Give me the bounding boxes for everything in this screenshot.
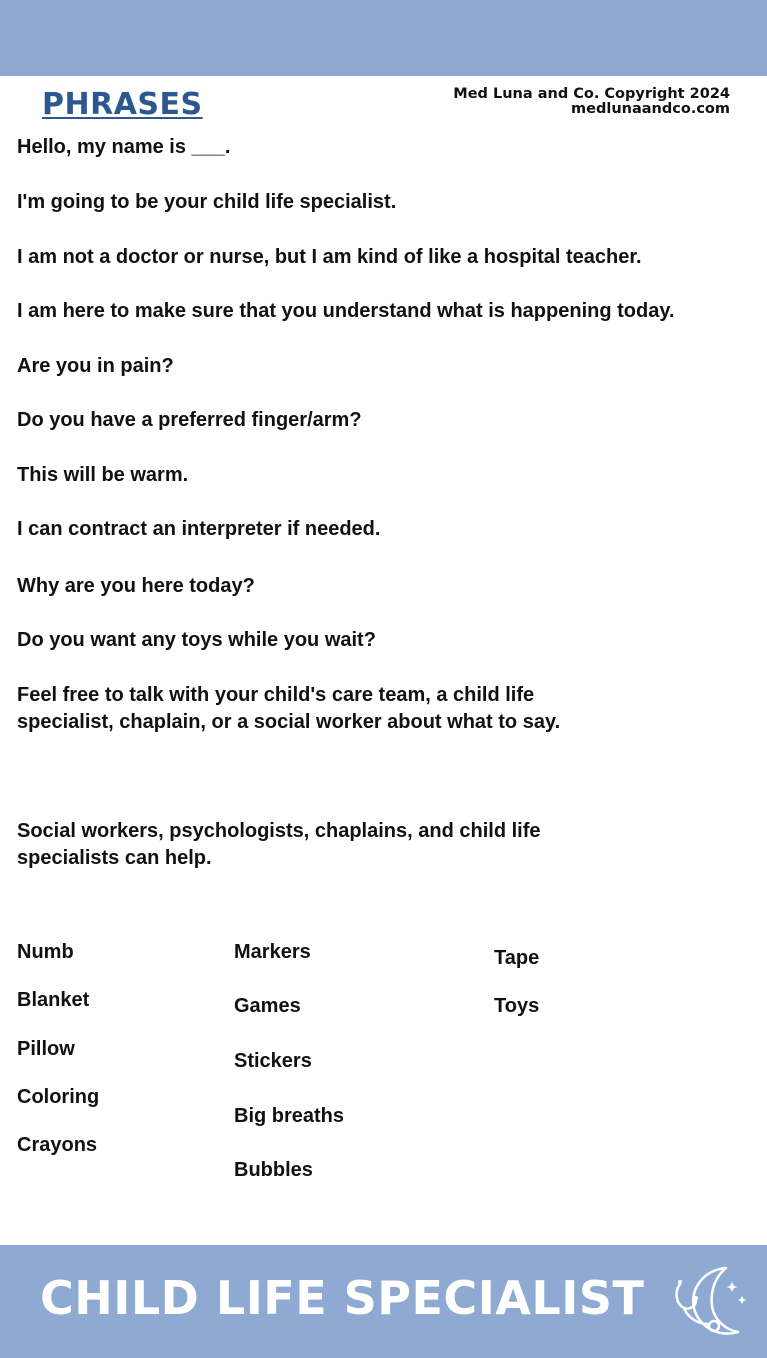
- word-item: Markers: [234, 941, 311, 963]
- word-item: Crayons: [17, 1134, 98, 1156]
- phrase-role: I am not a doctor or nurse, but I am kind of like a hospital teacher.: [17, 246, 642, 268]
- top-banner: [0, 0, 767, 76]
- word-item: Games: [234, 995, 301, 1017]
- word-item: Bubbles: [234, 1159, 313, 1181]
- copyright-text: Med Luna and Co. Copyright 2024: [453, 86, 730, 102]
- phrase-pain: Are you in pain?: [17, 355, 174, 377]
- word-item: Numb: [17, 941, 74, 963]
- phrase-preferred-arm: Do you have a preferred finger/arm?: [17, 409, 362, 431]
- phrase-care-team-line-1: Feel free to talk with your child's care team, a child life: [17, 684, 535, 706]
- phrase-support-line-2: specialists can help.: [17, 847, 212, 869]
- word-item: Big breaths: [234, 1105, 345, 1127]
- word-item: Stickers: [234, 1050, 312, 1072]
- word-item: Pillow: [17, 1038, 75, 1060]
- phrase-why-here: Why are you here today?: [17, 575, 255, 597]
- word-item: Blanket: [17, 989, 90, 1011]
- phrase-warm: This will be warm.: [17, 464, 189, 486]
- page-title: PHRASES: [42, 87, 203, 122]
- copyright-block: [453, 87, 730, 117]
- phrase-care-team-line-2: specialist, chaplain, or a social worker about what to say.: [17, 711, 561, 733]
- banner-title: CHILD LIFE SPECIALIST: [40, 1271, 645, 1325]
- word-item: Toys: [494, 995, 540, 1017]
- phrase-greeting: Hello, my name is ___.: [17, 136, 231, 158]
- phrase-purpose: I am here to make sure that you understand what is happening today.: [17, 300, 675, 322]
- word-item: Tape: [494, 947, 540, 969]
- website-text: medlunaandco.com: [571, 101, 730, 117]
- phrase-support-line-1: Social workers, psychologists, chaplains, and child life: [17, 820, 541, 842]
- phrase-toys: Do you want any toys while you wait?: [17, 629, 376, 651]
- phrase-introduction: I'm going to be your child life specialist.: [17, 191, 397, 213]
- moon-stethoscope-icon: [668, 1262, 754, 1340]
- word-item: Coloring: [17, 1086, 100, 1108]
- phrase-interpreter: I can contract an interpreter if needed.: [17, 518, 381, 540]
